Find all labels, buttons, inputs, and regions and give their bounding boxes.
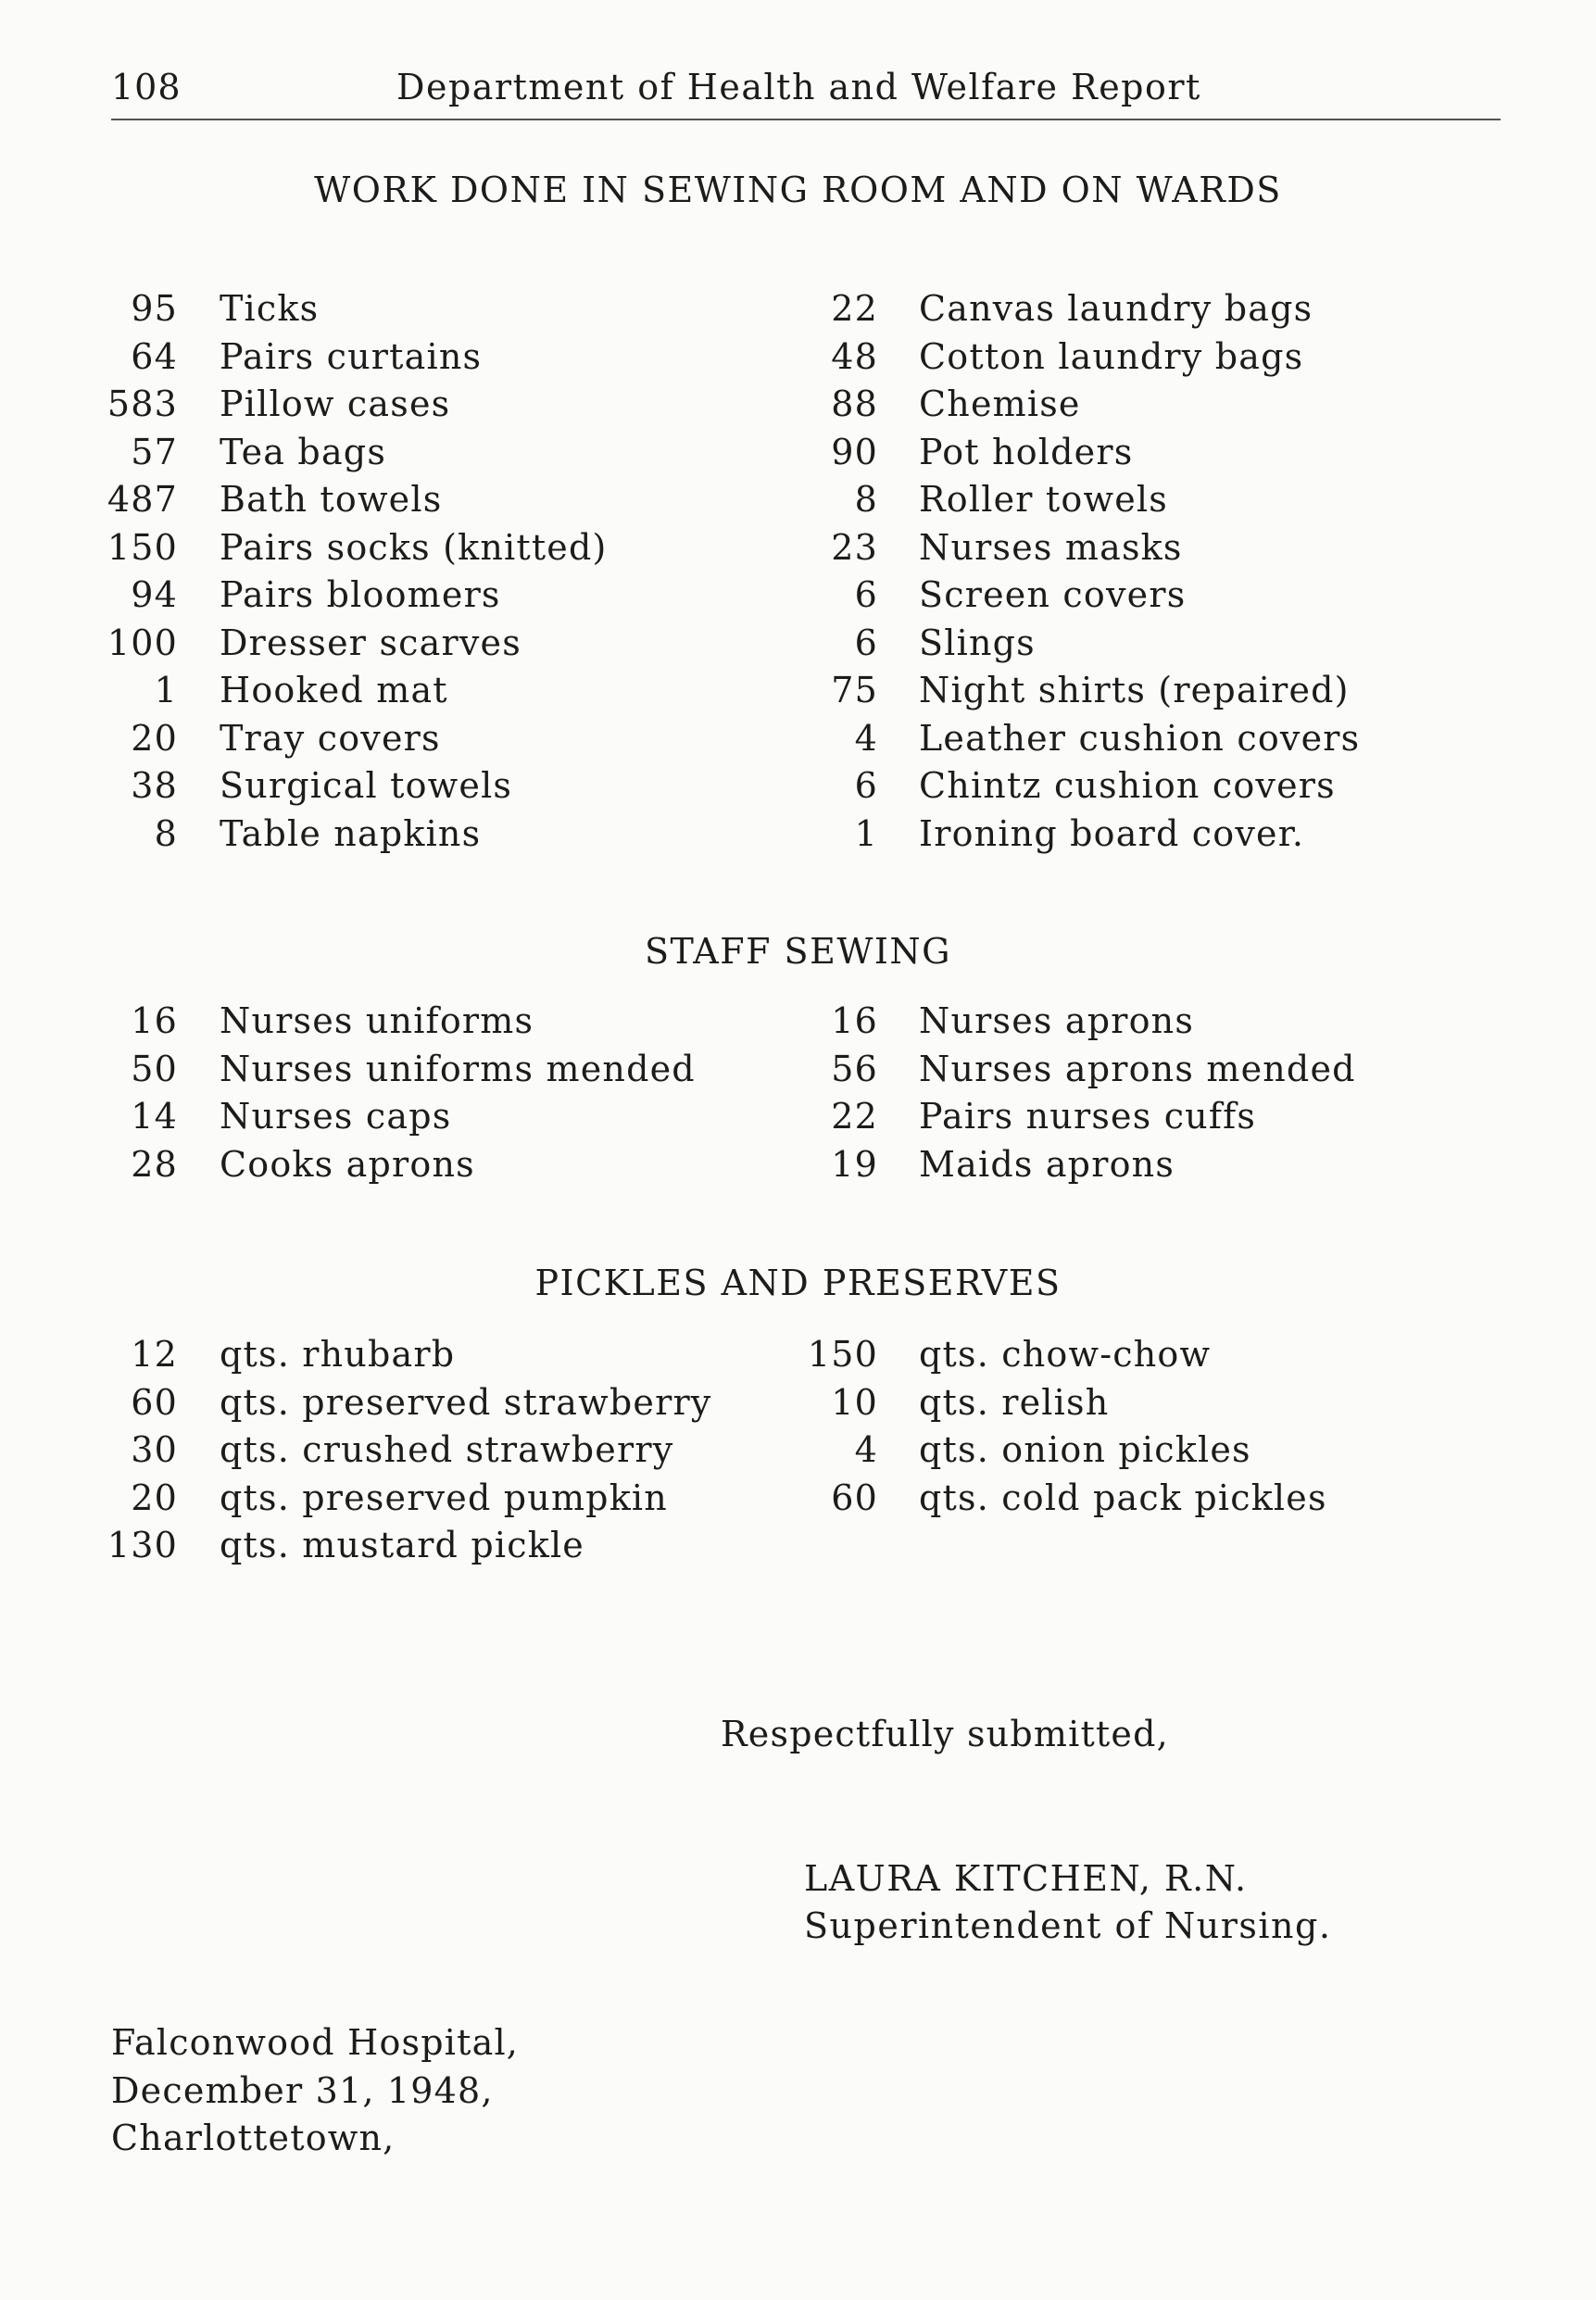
item-quantity: 50: [131, 1048, 178, 1089]
item-label: Hooked mat: [220, 670, 448, 710]
item-label: Pairs curtains: [220, 335, 483, 377]
item-label: qts. mustard pickle: [220, 1525, 584, 1565]
item-label: Pairs socks (knitted): [220, 526, 608, 568]
item-quantity: 6: [854, 574, 878, 615]
item-quantity: 30: [131, 1429, 178, 1470]
item-quantity: 28: [131, 1143, 178, 1185]
item-quantity: 4: [854, 1429, 878, 1470]
place-line-date: December 31, 1948,: [111, 2069, 494, 2111]
item-quantity: 60: [131, 1381, 178, 1423]
item-quantity: 1: [854, 812, 878, 854]
item-label: Pairs nurses cuffs: [919, 1096, 1257, 1137]
item-quantity: 64: [131, 335, 178, 377]
item-quantity: 487: [107, 479, 178, 520]
item-label: Nurses masks: [919, 526, 1183, 568]
running-header: [111, 65, 1501, 120]
item-label: Screen covers: [919, 574, 1187, 615]
section-heading-pickles-preserves: PICKLES AND PRESERVES: [534, 1263, 1062, 1303]
place-date-block: [111, 2019, 519, 2163]
place-line-city: Charlottetown,: [111, 2118, 396, 2158]
item-quantity: 8: [154, 812, 178, 854]
item-label: Nurses caps: [220, 1096, 452, 1137]
item-quantity: 12: [131, 1334, 178, 1375]
item-label: Chintz cushion covers: [919, 765, 1336, 806]
item-quantity: 100: [107, 622, 178, 663]
item-quantity: 20: [131, 717, 178, 759]
item-label: Bath towels: [220, 479, 443, 520]
page-number: 108: [111, 67, 182, 107]
item-quantity: 16: [831, 1000, 878, 1041]
section-heading-staff-sewing: STAFF SEWING: [645, 931, 951, 972]
item-label: Nurses uniforms mended: [220, 1048, 696, 1089]
item-quantity: 60: [831, 1477, 878, 1518]
item-label: Dresser scarves: [220, 622, 522, 663]
item-label: Table napkins: [220, 812, 482, 854]
item-label: qts. chow-chow: [919, 1334, 1212, 1375]
item-quantity: 6: [854, 765, 878, 806]
item-label: Nurses aprons: [919, 1000, 1195, 1041]
item-label: Nurses aprons mended: [919, 1048, 1356, 1089]
place-line-hospital: Falconwood Hospital,: [111, 2022, 520, 2063]
item-quantity: 6: [854, 622, 878, 663]
item-label: Leather cushion covers: [919, 717, 1361, 759]
item-quantity: 8: [854, 479, 878, 520]
item-quantity: 57: [131, 431, 178, 472]
item-label: qts. preserved pumpkin: [220, 1477, 668, 1518]
item-quantity: 16: [131, 1000, 178, 1041]
item-label: qts. cold pack pickles: [919, 1477, 1327, 1518]
item-quantity: 95: [131, 288, 178, 329]
item-quantity: 130: [107, 1525, 178, 1565]
item-label: Ticks: [220, 288, 320, 329]
item-label: qts. relish: [919, 1381, 1110, 1423]
item-label: qts. preserved strawberry: [220, 1381, 712, 1423]
closing-text: Respectfully submitted,: [721, 1714, 1169, 1754]
item-quantity: 88: [831, 383, 878, 424]
item-label: Pot holders: [919, 431, 1134, 472]
signatory-name: LAURA KITCHEN, R.N.: [804, 1858, 1248, 1899]
item-quantity: 1: [154, 670, 178, 710]
item-quantity: 10: [831, 1381, 878, 1423]
item-quantity: 19: [831, 1143, 878, 1185]
item-label: Slings: [919, 622, 1036, 663]
item-label: Roller towels: [919, 479, 1168, 520]
item-label: Cooks aprons: [220, 1143, 475, 1185]
running-title: Department of Health and Welfare Report: [396, 67, 1201, 107]
item-quantity: 48: [831, 335, 878, 377]
item-quantity: 14: [131, 1096, 178, 1137]
item-label: Maids aprons: [919, 1143, 1175, 1185]
signature-block: [804, 1855, 1331, 1950]
item-quantity: 150: [107, 526, 178, 568]
item-label: Nurses uniforms: [220, 1000, 534, 1041]
item-label: Pillow cases: [220, 383, 451, 424]
item-label: Surgical towels: [220, 765, 513, 806]
item-label: Canvas laundry bags: [919, 288, 1313, 329]
item-label: Ironing board cover.: [919, 812, 1305, 854]
item-quantity: 94: [131, 574, 178, 615]
item-label: qts. rhubarb: [220, 1334, 456, 1375]
item-quantity: 38: [131, 765, 178, 806]
item-label: Tray covers: [220, 717, 441, 759]
signatory-position: Superintendent of Nursing.: [804, 1905, 1332, 1946]
item-label: Pairs bloomers: [220, 574, 501, 615]
item-quantity: 20: [131, 1477, 178, 1518]
item-label: Tea bags: [220, 431, 387, 472]
item-label: Cotton laundry bags: [919, 335, 1304, 377]
item-quantity: 22: [831, 1096, 878, 1137]
item-label: Night shirts (repaired): [919, 670, 1350, 710]
item-label: qts. onion pickles: [919, 1429, 1251, 1470]
item-quantity: 56: [831, 1048, 878, 1089]
item-quantity: 90: [831, 431, 878, 472]
item-quantity: 22: [831, 288, 878, 329]
item-quantity: 75: [831, 670, 878, 710]
section-heading-sewing-room: WORK DONE IN SEWING ROOM AND ON WARDS: [314, 170, 1282, 210]
item-quantity: 4: [854, 717, 878, 759]
item-quantity: 23: [831, 526, 878, 568]
item-quantity: 150: [807, 1334, 878, 1375]
item-label: Chemise: [919, 383, 1081, 424]
item-quantity: 583: [107, 383, 178, 424]
item-label: qts. crushed strawberry: [220, 1429, 674, 1470]
